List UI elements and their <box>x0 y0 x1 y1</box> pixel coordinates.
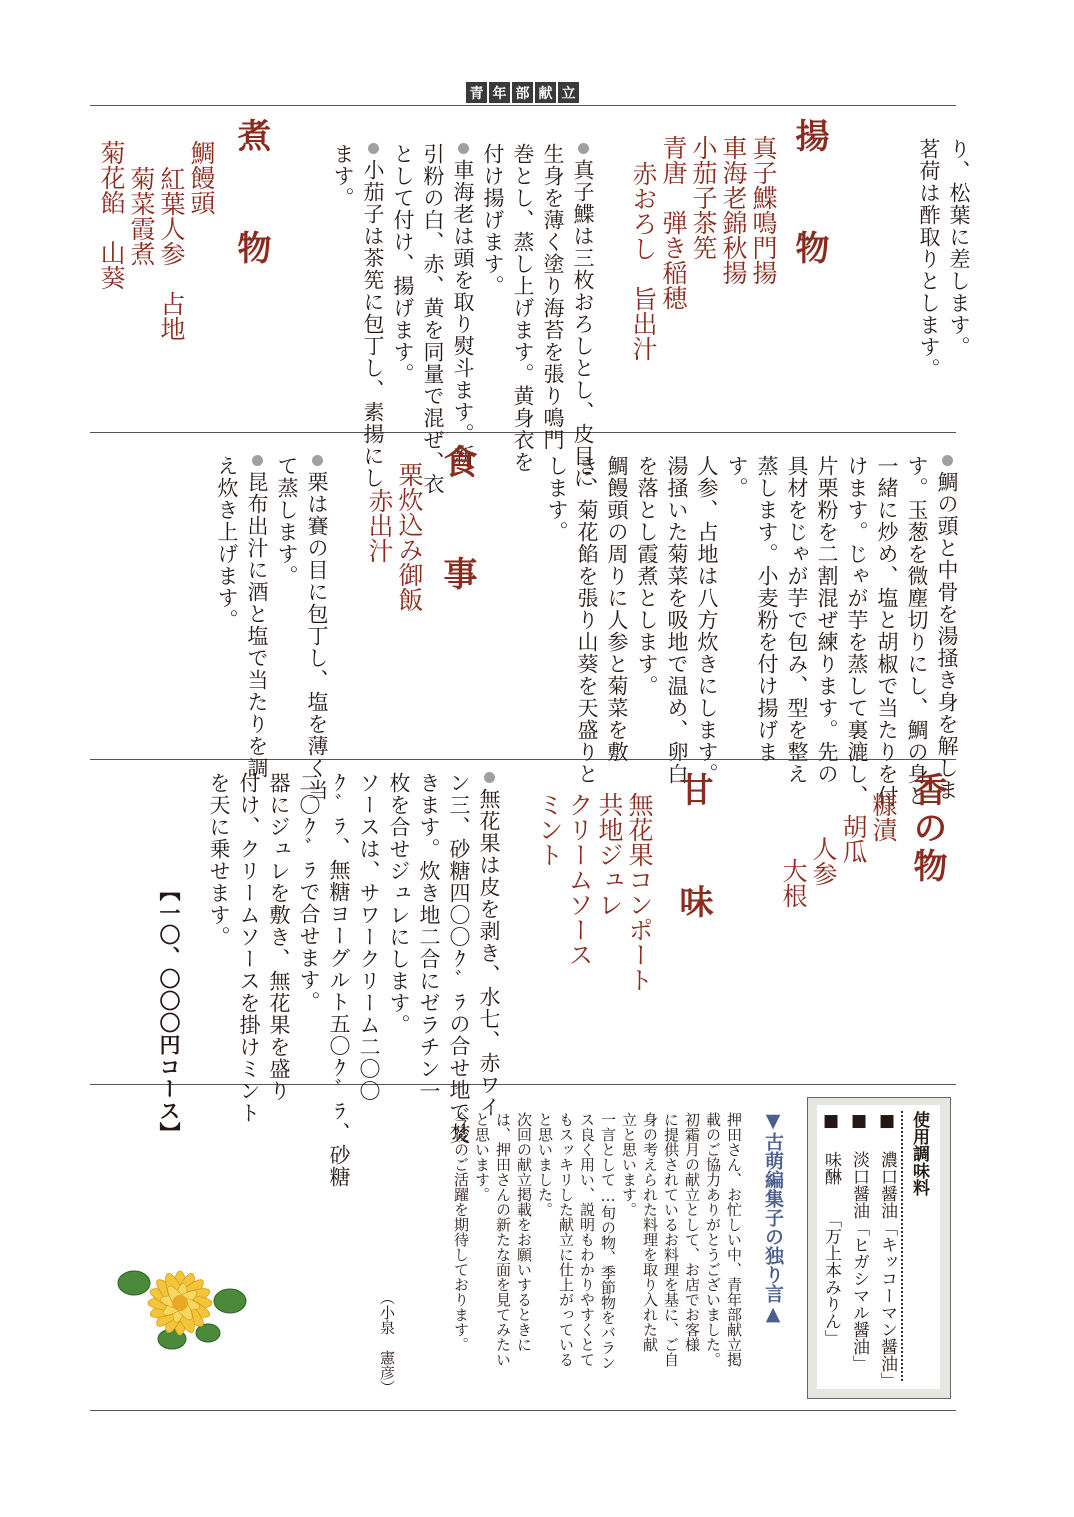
text-line: ます。 <box>331 143 355 209</box>
text-line: 湯掻いた菊菜を吸地で温め、卵白 <box>665 455 689 785</box>
dish-name: 栗炊込み御飯 <box>395 462 424 612</box>
text-line: 器にジュレを敷き、無花果を盛り <box>267 772 291 1102</box>
nimono-notes <box>542 455 962 807</box>
text-line: 引粉の白、赤、黄を同量で混ぜ、衣 <box>421 143 445 495</box>
text-line: 昆布出汁に酒と塩で当たりを調 <box>242 455 272 801</box>
text-line: 枚を合せジュレにします。 <box>387 772 411 1036</box>
text-line: ス良く用い、説明もわかりやすくとて <box>578 1112 596 1367</box>
text-line: します。 <box>545 455 569 543</box>
text-line: 生身を薄く塗り海苔を張り鳴門 <box>541 143 565 451</box>
text-line: を落とし霞煮とします。 <box>635 455 659 697</box>
text-line: 一緒に炒め、塩と胡椒で当たりを付 <box>875 455 899 807</box>
text-line: は、押田さんの新たな面を見てみたい <box>494 1112 512 1367</box>
text-line: え炊き上げます。 <box>215 455 239 631</box>
agemono-dish-list <box>628 135 778 361</box>
bullet-icon <box>312 455 323 466</box>
dish-name: 無花果コンポート <box>625 792 654 992</box>
text-line: 付け揚げます。 <box>481 143 505 297</box>
header-char: 青 <box>466 82 487 103</box>
bullet-icon <box>942 455 953 466</box>
chrysanthemum-icon <box>112 1255 252 1355</box>
dish-name: 青唐 弾き稲穂 <box>659 135 688 310</box>
dish-name: 共地ジュレ <box>595 792 624 917</box>
seasoning-title: 使用調味料 <box>901 1111 932 1381</box>
text-line: に提供されているお料理を基に、ご自 <box>662 1112 680 1367</box>
dish-name: 紅葉人参 占地 <box>157 166 186 341</box>
text-line: 栗は賽の目に包丁し、塩を薄く当 <box>302 455 332 801</box>
seasoning-box-inner <box>817 1105 940 1389</box>
text-line: 茗荷は酢取りとします。 <box>917 138 941 380</box>
continued-text <box>914 138 974 380</box>
text-line: もスッキリした献立に仕上がっている <box>557 1112 575 1367</box>
dish-name: 鯛饅頭 <box>187 140 216 215</box>
header-char: 立 <box>558 82 579 103</box>
text-line: 押田さん、お忙しい中、青年部献立掲 <box>725 1112 743 1367</box>
header-char: 部 <box>512 82 533 103</box>
konomono-dish-list <box>778 792 898 908</box>
text-line: 立と思います。 <box>620 1112 638 1217</box>
seasoning-item: ■ 濃口醤油「キッコーマン醤油」 <box>877 1111 897 1389</box>
text-line: き、菊花餡を張り山葵を天盛りと <box>575 455 599 785</box>
seasoning-item: ■ 味醂 「万上本みりん」 <box>821 1111 841 1347</box>
divider <box>90 105 956 106</box>
dish-name: クリームソース <box>565 792 594 967</box>
text-line: けます。じゃが芋を蒸して裏漉し、 <box>845 455 869 807</box>
text-line: 二〇ｸﾞﾗで合せます。 <box>297 772 321 1013</box>
text-line: て蒸します。 <box>275 455 299 587</box>
text-line: ｸﾞﾗ、無糖ヨーグルト五〇ｸﾞﾗ、砂糖 <box>327 772 351 1188</box>
course-price: 【一〇、〇〇〇円コース】 <box>157 880 181 1144</box>
shokuji-notes <box>212 455 332 801</box>
text-line: を天に乗せます。 <box>207 772 231 948</box>
dish-name: 菊花餡 山葵 <box>97 140 126 290</box>
amami-dish-list <box>534 792 654 992</box>
text-line: と思います。 <box>473 1112 491 1202</box>
editor-signature: （小泉 憲彦） <box>378 1290 396 1395</box>
text-line: ソースは、サワークリーム二〇〇 <box>357 772 381 1102</box>
text-line: 車海老は頭を取り熨斗ます。新 <box>448 143 478 495</box>
bullet-icon <box>368 143 379 154</box>
text-line: 載のご協力ありがとうございました。 <box>704 1112 722 1367</box>
header-char: 年 <box>489 82 510 103</box>
section-heading-shokuji: 食 事 <box>437 444 477 612</box>
editor-column-title: ▼古萌編集子の独り言▲ <box>762 1110 784 1325</box>
text-line: 具材をじゃが芋で包み、型を整え <box>785 455 809 785</box>
page-header <box>466 82 579 103</box>
shokuji-dish-list <box>364 462 424 612</box>
bullet-icon <box>252 455 263 466</box>
text-line: 次回の献立掲載をお願いするときに <box>515 1112 533 1352</box>
dish-name: 菊菜霞煮 <box>127 166 156 266</box>
dish-name: 大根 <box>779 858 808 908</box>
dish-name: 胡瓜 <box>839 814 868 864</box>
dish-name: 糠漬 <box>869 792 898 842</box>
text-line: す。玉葱を微塵切りにし、鯛の身と <box>905 455 929 807</box>
dish-name: 赤出汁 <box>365 488 394 563</box>
bullet-icon <box>578 143 589 154</box>
divider <box>90 1410 956 1411</box>
text-line: ン三、砂糖四〇〇ｸﾞﾗの合せ地で焚 <box>447 772 471 1145</box>
agemono-notes <box>328 143 598 495</box>
section-heading-nimono: 煮 物 <box>231 118 271 286</box>
text-line: 鯛の頭と中骨を湯掻き身を解しま <box>932 455 962 807</box>
bullet-icon <box>484 772 495 783</box>
text-line: 一言として…旬の物、季節物をバラン <box>599 1112 617 1370</box>
text-line: 身の考えられた料理を取り入れた献 <box>641 1112 659 1352</box>
dish-name: 小茄子茶筅 <box>689 135 718 260</box>
text-line: として付け、揚げます。 <box>391 143 415 385</box>
text-line: 人参、占地は八方炊きにします。 <box>695 455 719 785</box>
nimono-dish-list <box>96 140 216 341</box>
seasoning-item: ■ 淡口醤油「ヒガシマル醤油」 <box>849 1111 869 1372</box>
dish-name: 人参 <box>809 836 838 886</box>
text-line: 片栗粉を二割混ぜ練ります。先の <box>815 455 839 785</box>
section-heading-amami: 甘 味 <box>673 772 713 940</box>
text-line: 真子鰈は三枚おろしとし、皮目に <box>568 143 598 495</box>
seasoning-box <box>807 1097 951 1399</box>
section-heading-konomono: 香の物 <box>907 772 947 886</box>
dish-name: 赤おろし 旨出汁 <box>629 161 658 361</box>
section-heading-agemono: 揚 物 <box>789 118 829 286</box>
header-char: 献 <box>535 82 556 103</box>
text-line: 無花果は皮を剥き、水七、赤ワイ <box>474 772 504 1188</box>
text-line: り、松葉に差します。 <box>947 138 971 358</box>
dish-name: ミント <box>535 792 564 867</box>
text-line: 初霜月の献立として、お店でお客様 <box>683 1112 701 1352</box>
text-line: 巻とし、蒸し上げます。黄身衣を <box>511 143 535 473</box>
text-line: きます。炊き地二合にゼラチン一 <box>417 772 441 1102</box>
text-line: す。 <box>725 455 749 499</box>
text-line: と思いました。 <box>536 1112 554 1217</box>
text-line: 小茄子は茶筅に包丁し、素揚にし <box>358 143 388 495</box>
text-line: 付け、クリームソースを掛けミント <box>237 772 261 1124</box>
text-line: 今後のご活躍を期待しております。 <box>452 1112 470 1352</box>
text-line: 蒸します。小麦粉を付け揚げま <box>755 455 779 763</box>
text-line: 鯛饅頭の周りに人参と菊菜を敷 <box>605 455 629 763</box>
dish-name: 車海老錦秋揚 <box>719 135 748 285</box>
dish-name: 真子鰈鳴門揚 <box>749 135 778 285</box>
bullet-icon <box>458 143 469 154</box>
editor-column-body <box>450 1112 744 1370</box>
